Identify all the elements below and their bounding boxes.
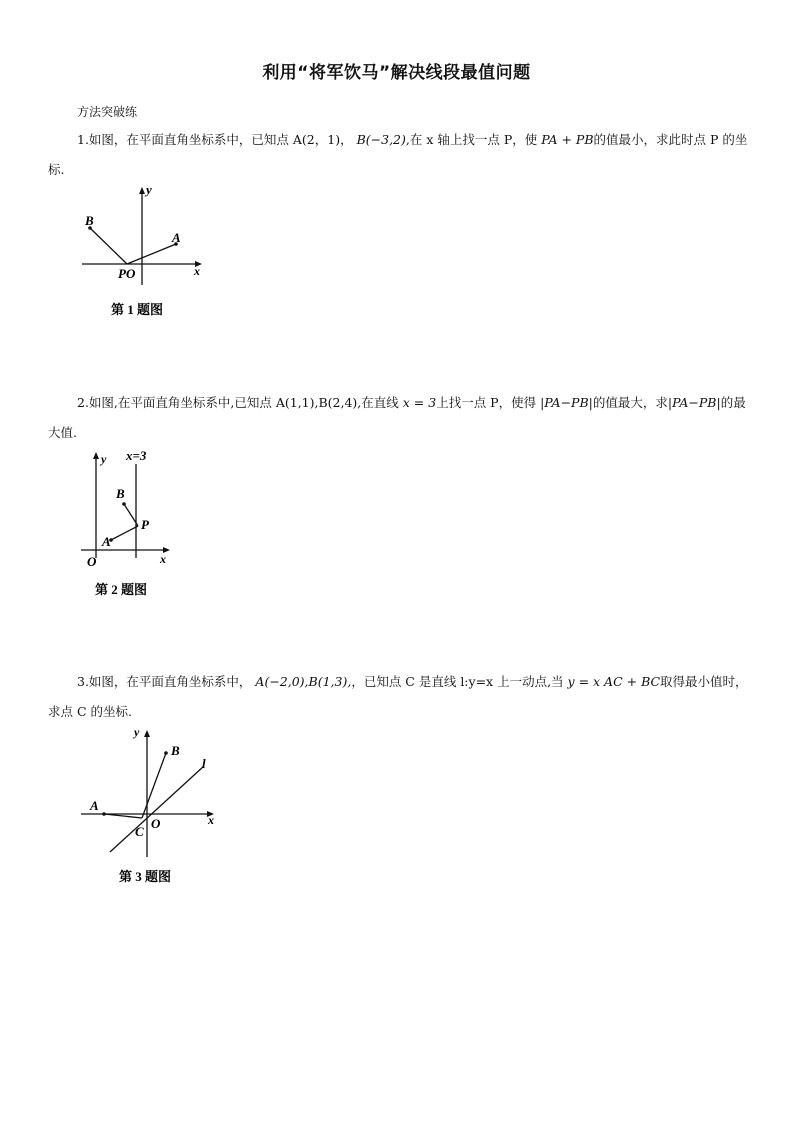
fig2-label-x: x [160,552,166,566]
figure-2 [75,446,185,601]
question-1-text [48,125,748,185]
fig1-label-x: x [194,264,200,278]
fig2-label-b: B [116,486,125,501]
fig3-label-b: B [171,743,180,758]
figure-1 [75,182,215,322]
fig2-label-line: x=3 [126,448,147,463]
fig3-y-arrow [144,730,150,737]
fig2-segment-ap [111,526,138,540]
fig1-segment-pb [90,228,127,264]
q3-text-3: 取得最小值时，求点 C 的坐标. [48,674,748,719]
section-heading: 方法突破练 [77,105,138,119]
q3-math-points: A(−2,0),B(1,3), [255,674,352,689]
fig1-y-arrow [139,187,145,194]
fig3-label-x: x [208,813,214,827]
fig3-label-o: O [151,816,161,831]
q2-text-1: 2.如图,在平面直角坐标系中,已知点 A(1,1),B(2,4),在直线 [77,395,399,410]
fig2-label-p: P [141,517,149,532]
q1-math-sum: PA + PB [541,132,594,147]
q3-text-2: ，已知点 C 是直线 l:y=x 上一动点,当 [351,674,564,689]
q2-math-abs-2: |PA−PB| [667,395,721,410]
q1-text-1: 1.如图，在平面直角坐标系中，已知点 A(2，1)， [77,132,353,147]
q2-text-2: 上找一点 P，使得 [436,395,537,410]
fig2-label-o: O [87,554,97,569]
fig1-segment-pa [127,244,176,264]
q1-text-3: 的值最小，求此时点 P 的坐标. [48,132,748,177]
fig3-point-b [164,751,168,755]
fig2-caption: 第 2 题图 [95,582,148,597]
fig2-label-a: A [102,534,111,549]
q1-text-2: ,在 x 轴上找一点 P，使 [405,132,538,147]
fig3-label-y: y [134,725,140,739]
fig3-caption: 第 3 题图 [119,869,172,884]
fig3-point-a [102,812,106,816]
fig3-label-c: C [135,824,144,839]
fig3-label-l: l [202,756,206,771]
fig1-label-y: y [146,182,152,197]
fig1-label-a: A [172,230,181,245]
fig1-caption: 第 1 题图 [111,302,164,317]
fig2-y-arrow [93,452,99,459]
figure-3 [75,722,225,890]
fig1-label-po: PO [118,266,136,281]
question-3-text [48,667,748,727]
fig2-label-y: y [101,452,107,466]
fig2-point-b [122,502,126,506]
q2-text-3: 的值最大，求 [592,395,668,410]
q3-math-expr: y = x AC + BC [567,674,661,689]
q2-math-abs-1: |PA−PB| [540,395,593,410]
q3-text-1: 3.如图，在平面直角坐标系中， [77,674,252,689]
fig1-label-b: B [85,213,94,228]
q2-math-line: x = 3 [402,395,437,410]
q2-text-4: 的最大值. [48,395,746,440]
fig3-segment-cb [142,753,166,818]
fig3-label-a: A [90,798,99,813]
page-title: 利用“将军饮马”解决线段最值问题 [262,63,531,83]
question-2-text [48,388,748,448]
q1-math-b: B(−3,2) [356,132,406,147]
